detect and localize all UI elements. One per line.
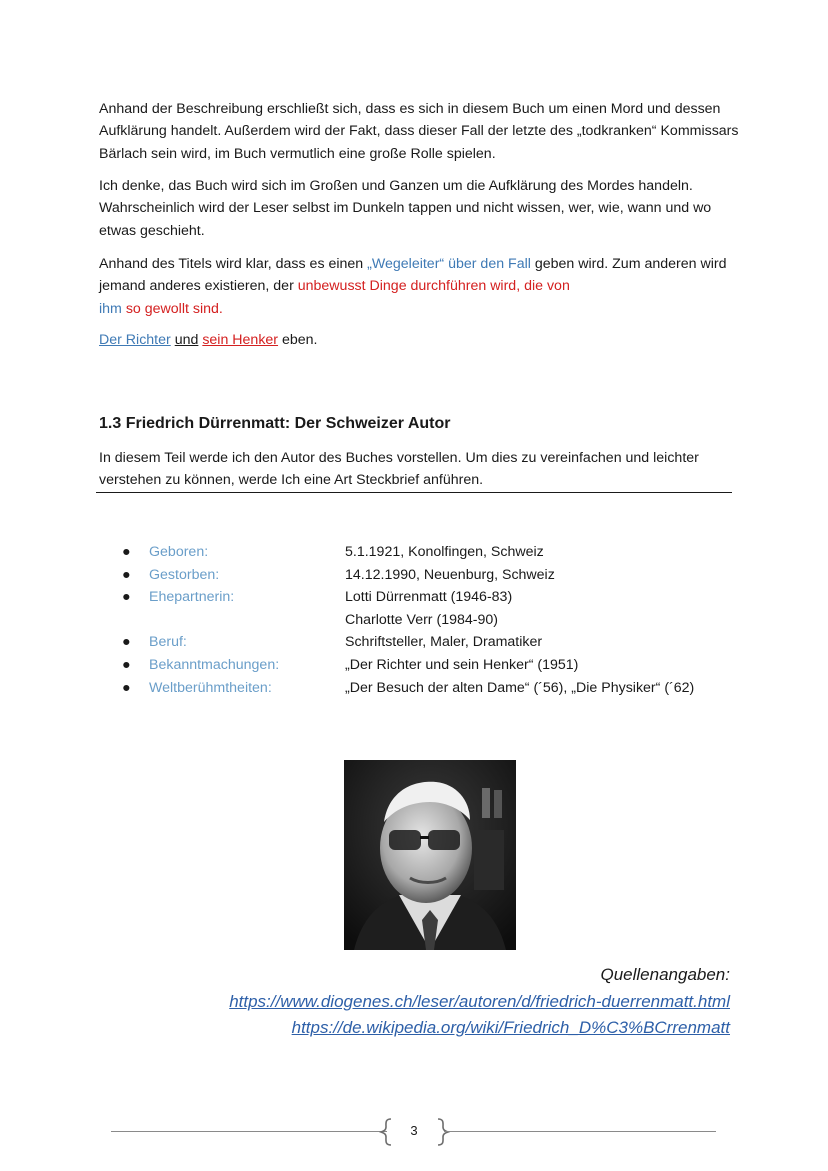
profile-value: „Der Richter und sein Henker“ (1951) [345,656,579,673]
profile-item-beruf [122,631,762,654]
profile-label: Geboren: [149,544,209,560]
paragraph-description: Anhand der Beschreibung erschließt sich, dass es sich in diesem Buch um einen Mord und dessen Aufklärung handelt. Außerdem wird der Fakt, dass dieser Fall der letzte des „todkranken“ Kommissars Bärlach sein wird, im Buch vermutlich eine große Rolle spielen. [99,101,739,162]
profile-label: Bekanntmachungen: [149,656,280,673]
section-divider [96,492,732,493]
source-link-diogenes[interactable]: https://www.diogenes.ch/leser/autoren/d/friedrich-duerrenmatt.html [229,991,730,1011]
p3-highlight-ihm: ihm [99,300,122,317]
left-brace-icon [379,1117,393,1147]
p3-text-2: geben wird. Zum anderen wird jemand anderes existieren, der [99,256,727,295]
profile-item-geboren [122,541,762,564]
sources-block [229,962,730,1042]
profile-item-gestorben [122,564,762,587]
title-part-und: und [174,332,199,348]
p3-highlight-unbewusst: unbewusst Dinge durchführen wird, die von [297,278,570,295]
profile-label: Beruf: [149,634,187,651]
profile-label: Ehepartnerin: [149,589,235,606]
profile-value: „Der Besuch der alten Dame“ (´56), „Die Physiker“ (´62) [345,679,695,696]
footer-line-right [444,1131,716,1132]
title-part-richter: Der Richter [99,332,171,348]
profile-value: 14.12.1990, Neuenburg, Schweiz [345,566,555,583]
profile-item-ehepartnerin [122,586,762,631]
section-heading: 1.3 Friedrich Dürrenmatt: Der Schweizer Autor [99,415,451,432]
bullet-icon: ● [122,634,131,651]
sources-title: Quellenangaben: [600,965,730,984]
p3-highlight-gewollt: so gewollt sind. [125,300,223,317]
author-portrait-photo [344,760,516,950]
footer-line-left [111,1131,387,1132]
right-brace-icon [436,1117,450,1147]
profile-value-second: Charlotte Verr (1984-90) [345,611,498,628]
bullet-icon: ● [122,589,131,606]
bullet-icon: ● [122,656,131,673]
profile-value: 5.1.1921, Konolfingen, Schweiz [345,544,544,560]
title-part-eben: eben. [278,332,318,348]
bullet-icon: ● [122,544,131,560]
paragraph-title-analysis [99,253,739,320]
portrait-illustration [344,760,516,950]
profile-item-bekanntmachungen [122,654,762,677]
bullet-icon: ● [122,566,131,583]
section-intro: In diesem Teil werde ich den Autor des Buches vorstellen. Um dies zu vereinfachen und leichter verstehen zu können, werde Ich eine Art Steckbrief anführen. [99,450,699,489]
profile-value: Schriftsteller, Maler, Dramatiker [345,634,543,651]
page-number: 3 [410,1123,418,1138]
p3-text-1: Anhand des Titels wird klar, dass es einen [99,256,368,272]
profile-value: Lotti Dürrenmatt (1946-83) [345,589,513,606]
profile-item-weltberuehmtheiten [122,677,762,700]
source-link-wikipedia[interactable]: https://de.wikipedia.org/wiki/Friedrich_D%C3%BCrrenmatt [291,1018,730,1037]
profile-list [122,541,762,699]
title-part-henker: sein Henker [202,332,279,348]
p3-highlight-wegeleiter: „Wegeleiter“ über den Fall [367,256,531,272]
paragraph-expectation: Ich denke, das Buch wird sich im Großen und Ganzen um die Aufklärung des Mordes handeln. Wahrscheinlich wird der Leser selbst im Dunkeln tappen und nicht wissen, wer, wie, wann und wo etwas geschieht. [99,178,712,239]
bullet-icon: ● [122,679,131,696]
profile-label: Weltberühmtheiten: [149,679,272,696]
profile-label: Gestorben: [149,566,220,583]
paragraph-title-split [99,329,739,351]
